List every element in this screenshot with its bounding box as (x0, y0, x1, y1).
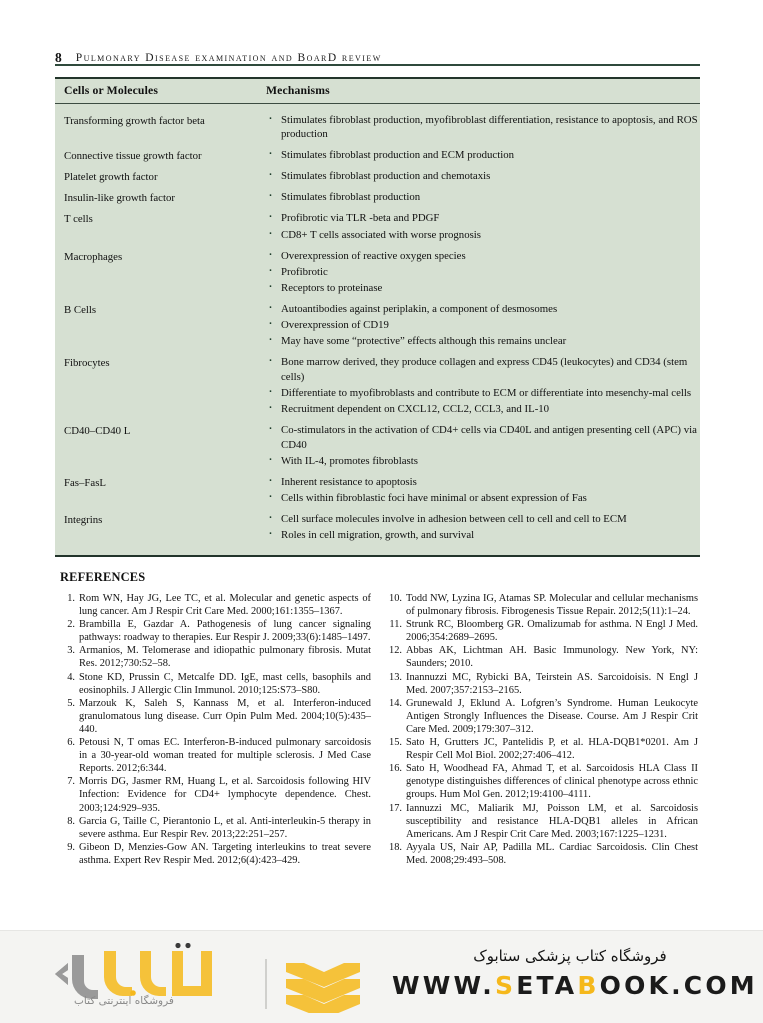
reference-text: Garcia G, Taille C, Pierantonio L, et al. Anti-interleukin-5 therapy in severe asthma. Eur Respir Rev. 2013;22:251–257. (79, 815, 371, 840)
header-divider (55, 64, 700, 66)
reference-item (385, 618, 698, 644)
table-row (55, 188, 700, 209)
table-header-row (55, 79, 700, 104)
reference-item (58, 592, 371, 618)
reference-text: Rom WN, Hay JG, Lee TC, et al. Molecular and genetic aspects of lung cancer. Am J Respir Crit Care Med. 2000;161:1355–1367. (79, 593, 371, 618)
reference-text: Grunewald J, Eklund A. Lofgren’s Syndrome. Human Leukocyte Antigen Strongly Influences the Disease. Course. Am J Respir Crit Care Med. 2009;179:307–312. (406, 697, 698, 735)
reference-text: Todd NW, Lyzina IG, Atamas SP. Molecular and cellular mechanisms of pulmonary fibrosis. Fibrogenesis Tissue Repair. 2012;5(11):1–24. (406, 593, 698, 618)
mechanism-bullet: · Receptors to proteinase (266, 281, 700, 296)
reference-number: 1. (67, 593, 75, 604)
mechanism-bullet: · Stimulates fibroblast production (266, 190, 700, 205)
site-url-segment: WWW. (392, 971, 495, 1000)
site-url-accent-letter: B (577, 971, 600, 1000)
reference-text: Brambilla E, Gazdar A. Pathogenesis of lung cancer signaling pathways: roadway to therapies. Eur Respir J. 2009;33(6):1485–1497. (79, 619, 371, 644)
mechanism-bullet: · Stimulates fibroblast production and chemotaxis (266, 169, 700, 184)
reference-number: 8. (67, 815, 75, 827)
reference-text: Armanios, M. Telomerase and idiopathic pulmonary fibrosis. Mutat Res. 2012;730:52–58. (79, 645, 371, 670)
reference-number: 18. (389, 841, 402, 853)
table-cell-mechanisms (260, 423, 700, 470)
reference-number: 16. (389, 763, 402, 775)
table-cell-mechanisms (260, 355, 700, 418)
mechanism-bullet-list (266, 512, 700, 543)
table-row (55, 167, 700, 188)
mechanism-bullet: · Inherent resistance to apoptosis (266, 475, 700, 490)
reference-item (58, 671, 371, 697)
table-row (55, 353, 700, 421)
table-cell-mechanisms (260, 190, 700, 206)
mechanism-bullet-list (266, 190, 700, 205)
mechanism-bullet: · Profibrotic via TLR -beta and PDGF (266, 211, 700, 226)
reference-number: 15. (389, 737, 402, 749)
table-cell-name: B Cells (64, 303, 97, 316)
reference-text: Strunk RC, Bloomberg GR. Omalizumab for asthma. N Engl J Med. 2006;354:2689–2695. (406, 619, 698, 644)
table-cell-name: Fas–FasL (64, 476, 106, 489)
reference-number: 11. (389, 619, 402, 631)
references-section (0, 592, 763, 922)
mechanism-bullet-list (266, 423, 700, 468)
reference-number: 6. (67, 737, 75, 749)
mechanism-bullet-list (266, 211, 700, 242)
table-body (55, 104, 700, 555)
mechanism-bullet: · Roles in cell migration, growth, and survival (266, 528, 700, 543)
book-title: Pulmonary Disease examination and BoarD review (75, 51, 382, 64)
column-header-mechanisms: Mechanisms (266, 84, 330, 97)
mechanism-bullet: · Co-stimulators in the activation of CD4+ cells via CD40L and antigen presenting cell (APC) via CD40 (266, 423, 700, 452)
logo-subtitle: فروشگاه اینترنتی کتاب (74, 995, 174, 1007)
reference-number: 3. (67, 645, 75, 657)
reference-item (385, 644, 698, 670)
site-url (392, 971, 758, 1000)
table-cell-name: Macrophages (64, 250, 123, 263)
mechanism-bullet: · With IL-4, promotes fibroblasts (266, 454, 700, 469)
table-row (55, 246, 700, 299)
table-row (55, 472, 700, 509)
reference-text: Gibeon D, Menzies-Gow AN. Targeting interleukins to treat severe asthma. Expert Rev Respir Med. 2012;6(4):423–429. (79, 841, 371, 866)
reference-item (58, 644, 371, 670)
table-cell-mechanisms (260, 169, 700, 185)
table-cell-mechanisms (260, 113, 700, 144)
mechanism-bullet: · Overexpression of reactive oxygen species (266, 249, 700, 264)
reference-text: Marzouk K, Saleh S, Kannass M, et al. Interferon-induced granulomatous lung disease. Curr Opin Pulm Med. 2004;10(5):435–440. (79, 697, 371, 735)
table-cell-mechanisms (260, 249, 700, 297)
reference-item (385, 762, 698, 801)
table-cell-name: Connective tissue growth factor (64, 150, 202, 163)
reference-number: 7. (67, 776, 75, 788)
reference-text: Sato H, Grutters JC, Pantelidis P, et al. HLA-DQB1*0201. Am J Respir Cell Mol Biol. 2002;27:406–412. (406, 737, 698, 762)
table-row (55, 146, 700, 167)
mechanism-bullet: · Stimulates fibroblast production, myofibroblast differentiation, resistance to apoptosis, and ROS production (266, 113, 700, 142)
mechanism-bullet: · May have some “protective” effects although this remains unclear (266, 334, 700, 349)
reference-item (58, 736, 371, 775)
reference-number: 4. (67, 671, 75, 683)
references-column-left (58, 592, 371, 867)
reference-list-left (58, 592, 371, 867)
table-row (55, 299, 700, 352)
reference-number: 12. (389, 645, 402, 657)
site-url-segment: OOK.COM (599, 971, 758, 1000)
table-cell-name: Integrins (64, 514, 103, 527)
reference-item (385, 802, 698, 841)
mechanism-bullet-list (266, 249, 700, 296)
reference-number: 13. (389, 671, 402, 683)
site-url-segment: ETA (516, 971, 578, 1000)
reference-text: Sato H, Woodhead FA, Ahmad T, et al. Sarcoidosis HLA Class II genotype distinguishes differences of clinical phenotype across ethnic groups. Hum Mol Gen. 2012;19:4100–4111. (406, 763, 698, 801)
mechanism-bullet-list (266, 475, 700, 506)
table-cell-mechanisms (260, 211, 700, 243)
reference-number: 17. (389, 802, 402, 814)
reference-text: Petousi N, T omas EC. Interferon-B-induced pulmonary sarcoidosis in a 30-year-old woman treated for multiple sclerosis. J Med Case Reports. 2012;6:344. (79, 737, 371, 775)
mechanism-bullet-list (266, 302, 700, 349)
reference-number: 5. (67, 697, 75, 709)
reference-item (385, 592, 698, 618)
references-column-right (385, 592, 698, 867)
reference-item (58, 618, 371, 644)
table-cell-name: Platelet growth factor (64, 171, 158, 184)
table-cell-name: T cells (64, 213, 93, 226)
mechanism-bullet-list (266, 169, 700, 184)
reference-number: 9. (67, 841, 75, 853)
mechanism-bullet: · Stimulates fibroblast production and ECM production (266, 148, 700, 163)
reference-item (385, 671, 698, 697)
table-cell-mechanisms (260, 475, 700, 507)
chevron-logo-icon (284, 961, 362, 1013)
table-row (55, 510, 700, 547)
setabook-logo (52, 943, 352, 1013)
mechanism-bullet: · Overexpression of CD19 (266, 318, 700, 333)
table-cell-name: CD40–CD40 L (64, 425, 131, 438)
reference-item (385, 736, 698, 762)
table-row (55, 209, 700, 246)
reference-number: 10. (389, 593, 402, 604)
table-row (55, 421, 700, 473)
mechanism-bullet-list (266, 148, 700, 163)
reference-text: Inannuzzi MC, Rybicki BA, Teirstein AS. Sarcoidoisis. N Engl J Med. 2007;357:2153–2165. (406, 671, 698, 696)
footer-banner (0, 930, 763, 1023)
mechanism-bullet: · CD8+ T cells associated with worse prognosis (266, 228, 700, 243)
site-tagline-arabic: فروشگاه کتاب پزشکی ستابوک (473, 947, 667, 965)
table-cell-mechanisms (260, 512, 700, 544)
reference-item (58, 775, 371, 814)
mechanism-bullet: · Profibrotic (266, 265, 700, 280)
table-cell-mechanisms (260, 148, 700, 164)
site-url-accent-letter: S (495, 971, 517, 1000)
mechanism-bullet: · Autoantibodies against periplakin, a component of desmosomes (266, 302, 700, 317)
table-cell-name: Transforming growth factor beta (64, 114, 205, 127)
mechanism-bullet: · Cells within fibroblastic foci have minimal or absent expression of Fas (266, 491, 700, 506)
column-header-cells-or-molecules: Cells or Molecules (64, 84, 159, 97)
reference-text: Morris DG, Jasmer RM, Huang L, et al. Sarcoidosis following HIV Infection: Evidence for CD4+ lymphocyte dependence. Chest. 2003;124:929–935. (79, 776, 371, 814)
reference-item (385, 841, 698, 867)
reference-text: Abbas AK, Lichtman AH. Basic Immunology. New York, NY: Saunders; 2010. (406, 645, 698, 670)
mechanism-bullet-list (266, 113, 700, 142)
reference-list-right (385, 592, 698, 867)
reference-item (58, 815, 371, 841)
table-row (55, 110, 700, 146)
reference-text: Iannuzzi MC, Maliarik MJ, Poisson LM, et al. Sarcoidosis susceptibility and resistance HLA-DQB1 alleles in African Americans. Am J Respir Crit Care Med. 2003;167:1225–1231. (406, 802, 698, 840)
reference-text: Ayyala US, Nair AP, Padilla ML. Cardiac Sarcoidosis. Clin Chest Med. 2008;29:493–508. (406, 841, 698, 866)
reference-item (58, 841, 371, 867)
references-heading: REFERENCES (60, 570, 146, 584)
reference-item (385, 697, 698, 736)
cells-mechanisms-table (55, 77, 700, 557)
mechanism-bullet-list (266, 355, 700, 416)
logo-divider (265, 959, 267, 1009)
running-head (55, 40, 700, 64)
reference-number: 14. (389, 697, 402, 709)
mechanism-bullet: · Cell surface molecules involve in adhesion between cell to cell and cell to ECM (266, 512, 700, 527)
mechanism-bullet: · Recruitment dependent on CXCL12, CCL2, CCL3, and IL-10 (266, 402, 700, 417)
table-cell-name: Insulin-like growth factor (64, 192, 175, 205)
table-cell-mechanisms (260, 302, 700, 350)
reference-item (58, 697, 371, 736)
reference-number: 2. (67, 619, 75, 631)
table-cell-name: Fibrocytes (64, 357, 110, 370)
mechanism-bullet: · Bone marrow derived, they produce collagen and express CD45 (leukocytes) and CD34 (stem cells) (266, 355, 700, 384)
mechanism-bullet: · Differentiate to myofibroblasts and contribute to ECM or differentiate into mesenchy-mal cells (266, 386, 700, 401)
reference-text: Stone KD, Prussin C, Metcalfe DD. IgE, mast cells, basophils and eosinophils. J Allergic Clin Immunol. 2010;125:S73–S80. (79, 671, 371, 696)
page-number: 8 (55, 49, 62, 65)
